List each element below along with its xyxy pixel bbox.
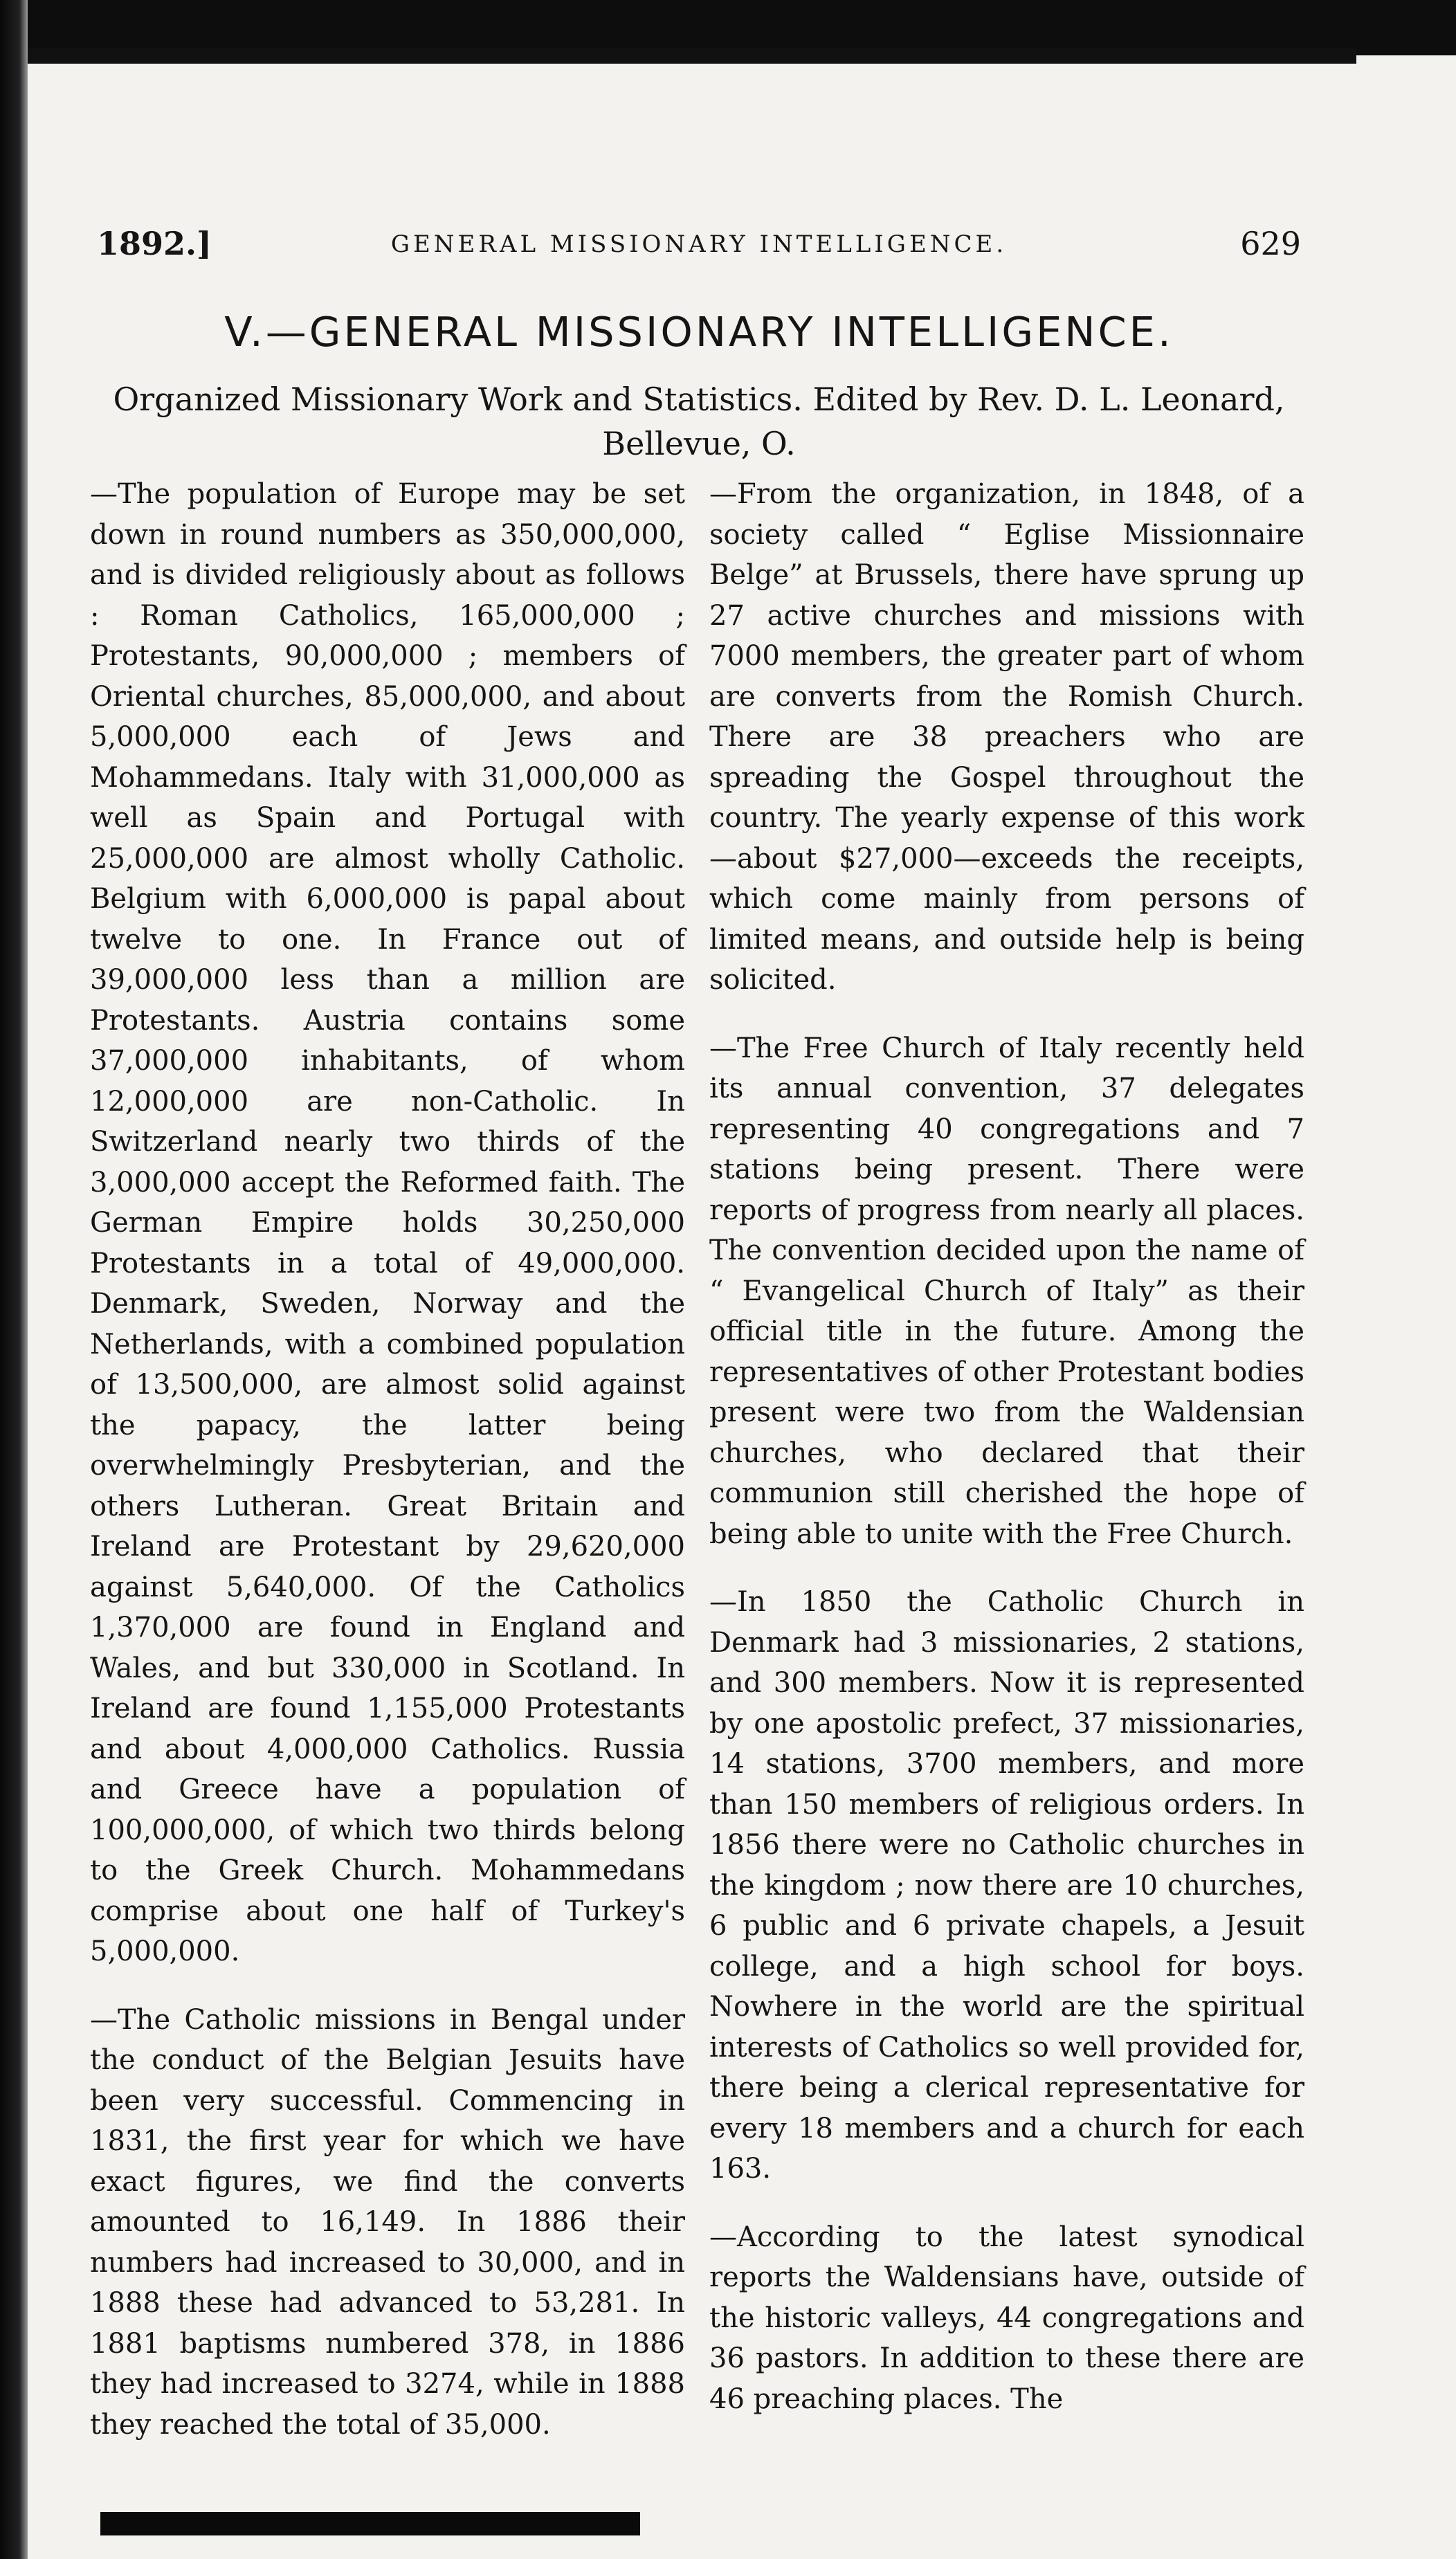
paragraph-belgian-society: —From the organization, in 1848, of a society called “ Eglise Missionnaire Belge” at Brussels, there have sprung up 27 active churches and missions with 7000 members, the greater part of whom are converts from the Romish Church. There are 38 preachers who are spreading the Gospel throughout the country. The yearly expense of this work—about $27,000—exceeds the receipts, which come mainly from persons of limited means, and outside help is being solicited. bbox=[709, 478, 1304, 996]
paragraph-europe-population: —The population of Europe may be set down in round numbers as 350,000,000, and is divided religiously about as follows : Roman Catholics, 165,000,000 ; Protestants, 90,000,000 ; members of Oriental churches, 85,000,000, and about 5,000,000 each of Jews and Mohammedans. Italy with 31,000,000 as well as Spain and Portugal with 25,000,000 are almost wholly Catholic. Belgium with 6,000,000 is papal about twelve to one. In France out of 39,000,000 less than a million are Protestants. Austria contains some 37,000,000 inhabitants, of whom 12,000,000 are non-Catholic. In Switzerland nearly two thirds of the 3,000,000 accept the Reformed faith. The German Empire holds 30,250,000 Protestants in a total of 49,000,000. Denmark, Sweden, Norway and the Netherlands, with a combined population of 13,500,000, are almost solid against the papacy, the latter being overwhelmingly Presbyterian, and the others Lutheran. Great Britain and Ireland are Protestant by 29,620,000 against 5,640,000. Of the Catholics 1,370,000 are found in England and Wales, and but 330,000 in Scotland. In Ireland are found 1,155,000 Protestants and about 4,000,000 Catholics. Russia and Greece have a population of 100,000,000, of which two thirds belong to the Greek Church. Mohammedans comprise about one half of Turkey's 5,000,000. bbox=[90, 478, 685, 1967]
paragraph-waldensians: —According to the latest synodical reports the Waldensians have, outside of the historic valleys, 44 congregations and 36 pastors. In addition to these there are 46 preaching places. The bbox=[709, 2221, 1304, 2415]
page-number: 629 bbox=[1240, 225, 1301, 262]
running-head-year: 1892.] bbox=[97, 225, 212, 262]
section-title: V.—GENERAL MISSIONARY INTELLIGENCE. bbox=[224, 308, 1174, 356]
scan-border-top-shadow bbox=[0, 48, 1356, 64]
running-head-title: GENERAL MISSIONARY INTELLIGENCE. bbox=[390, 230, 1008, 258]
left-column bbox=[90, 474, 685, 2473]
paragraph-free-church-italy: —The Free Church of Italy recently held its annual convention, 37 delegates representing 40 congregations and 7 stations being present. There were reports of progress from nearly all places. The convention decided upon the name of “ Evangelical Church of Italy” as their official title in the future. Among the representatives of other Protestant bodies present were two from the Waldensian churches, who declared that their communion still cherished the hope of being able to unite with the Free Church. bbox=[709, 1032, 1304, 1550]
document-page bbox=[83, 208, 1315, 2505]
section-subtitle: Organized Missionary Work and Statistics. Edited by Rev. D. L. Leonard, Bellevue, O. bbox=[113, 381, 1285, 462]
scan-border-top bbox=[0, 0, 1456, 55]
right-column bbox=[709, 474, 1304, 2447]
running-head bbox=[97, 225, 1301, 273]
paragraph-bengal-missions: —The Catholic missions in Bengal under the conduct of the Belgian Jesuits have been very successful. Commencing in 1831, the first year for which we have exact figures, we find the converts amounted to 16,149. In 1886 their numbers had increased to 30,000, and in 1888 these had advanced to 53,281. In 1881 baptisms numbered 378, in 1886 they had increased to 3274, while in 1888 they reached the total of 35,000. bbox=[90, 2003, 685, 2441]
paragraph-denmark-catholics: —In 1850 the Catholic Church in Denmark had 3 missionaries, 2 stations, and 300 members. Now it is represented by one apostolic prefect, 37 missionaries, 14 stations, 3700 members, and more than 150 members of religious orders. In 1856 there were no Catholic churches in the kingdom ; now there are 10 churches, 6 public and 6 private chapels, a Jesuit college, and a high school for boys. Nowhere in the world are the spiritual interests of Catholics so well provided for, there being a clerical representative for every 18 members and a church for each 163. bbox=[709, 1586, 1304, 2185]
scan-artifact-bottom bbox=[100, 2512, 640, 2535]
scan-border-left bbox=[0, 0, 28, 2559]
